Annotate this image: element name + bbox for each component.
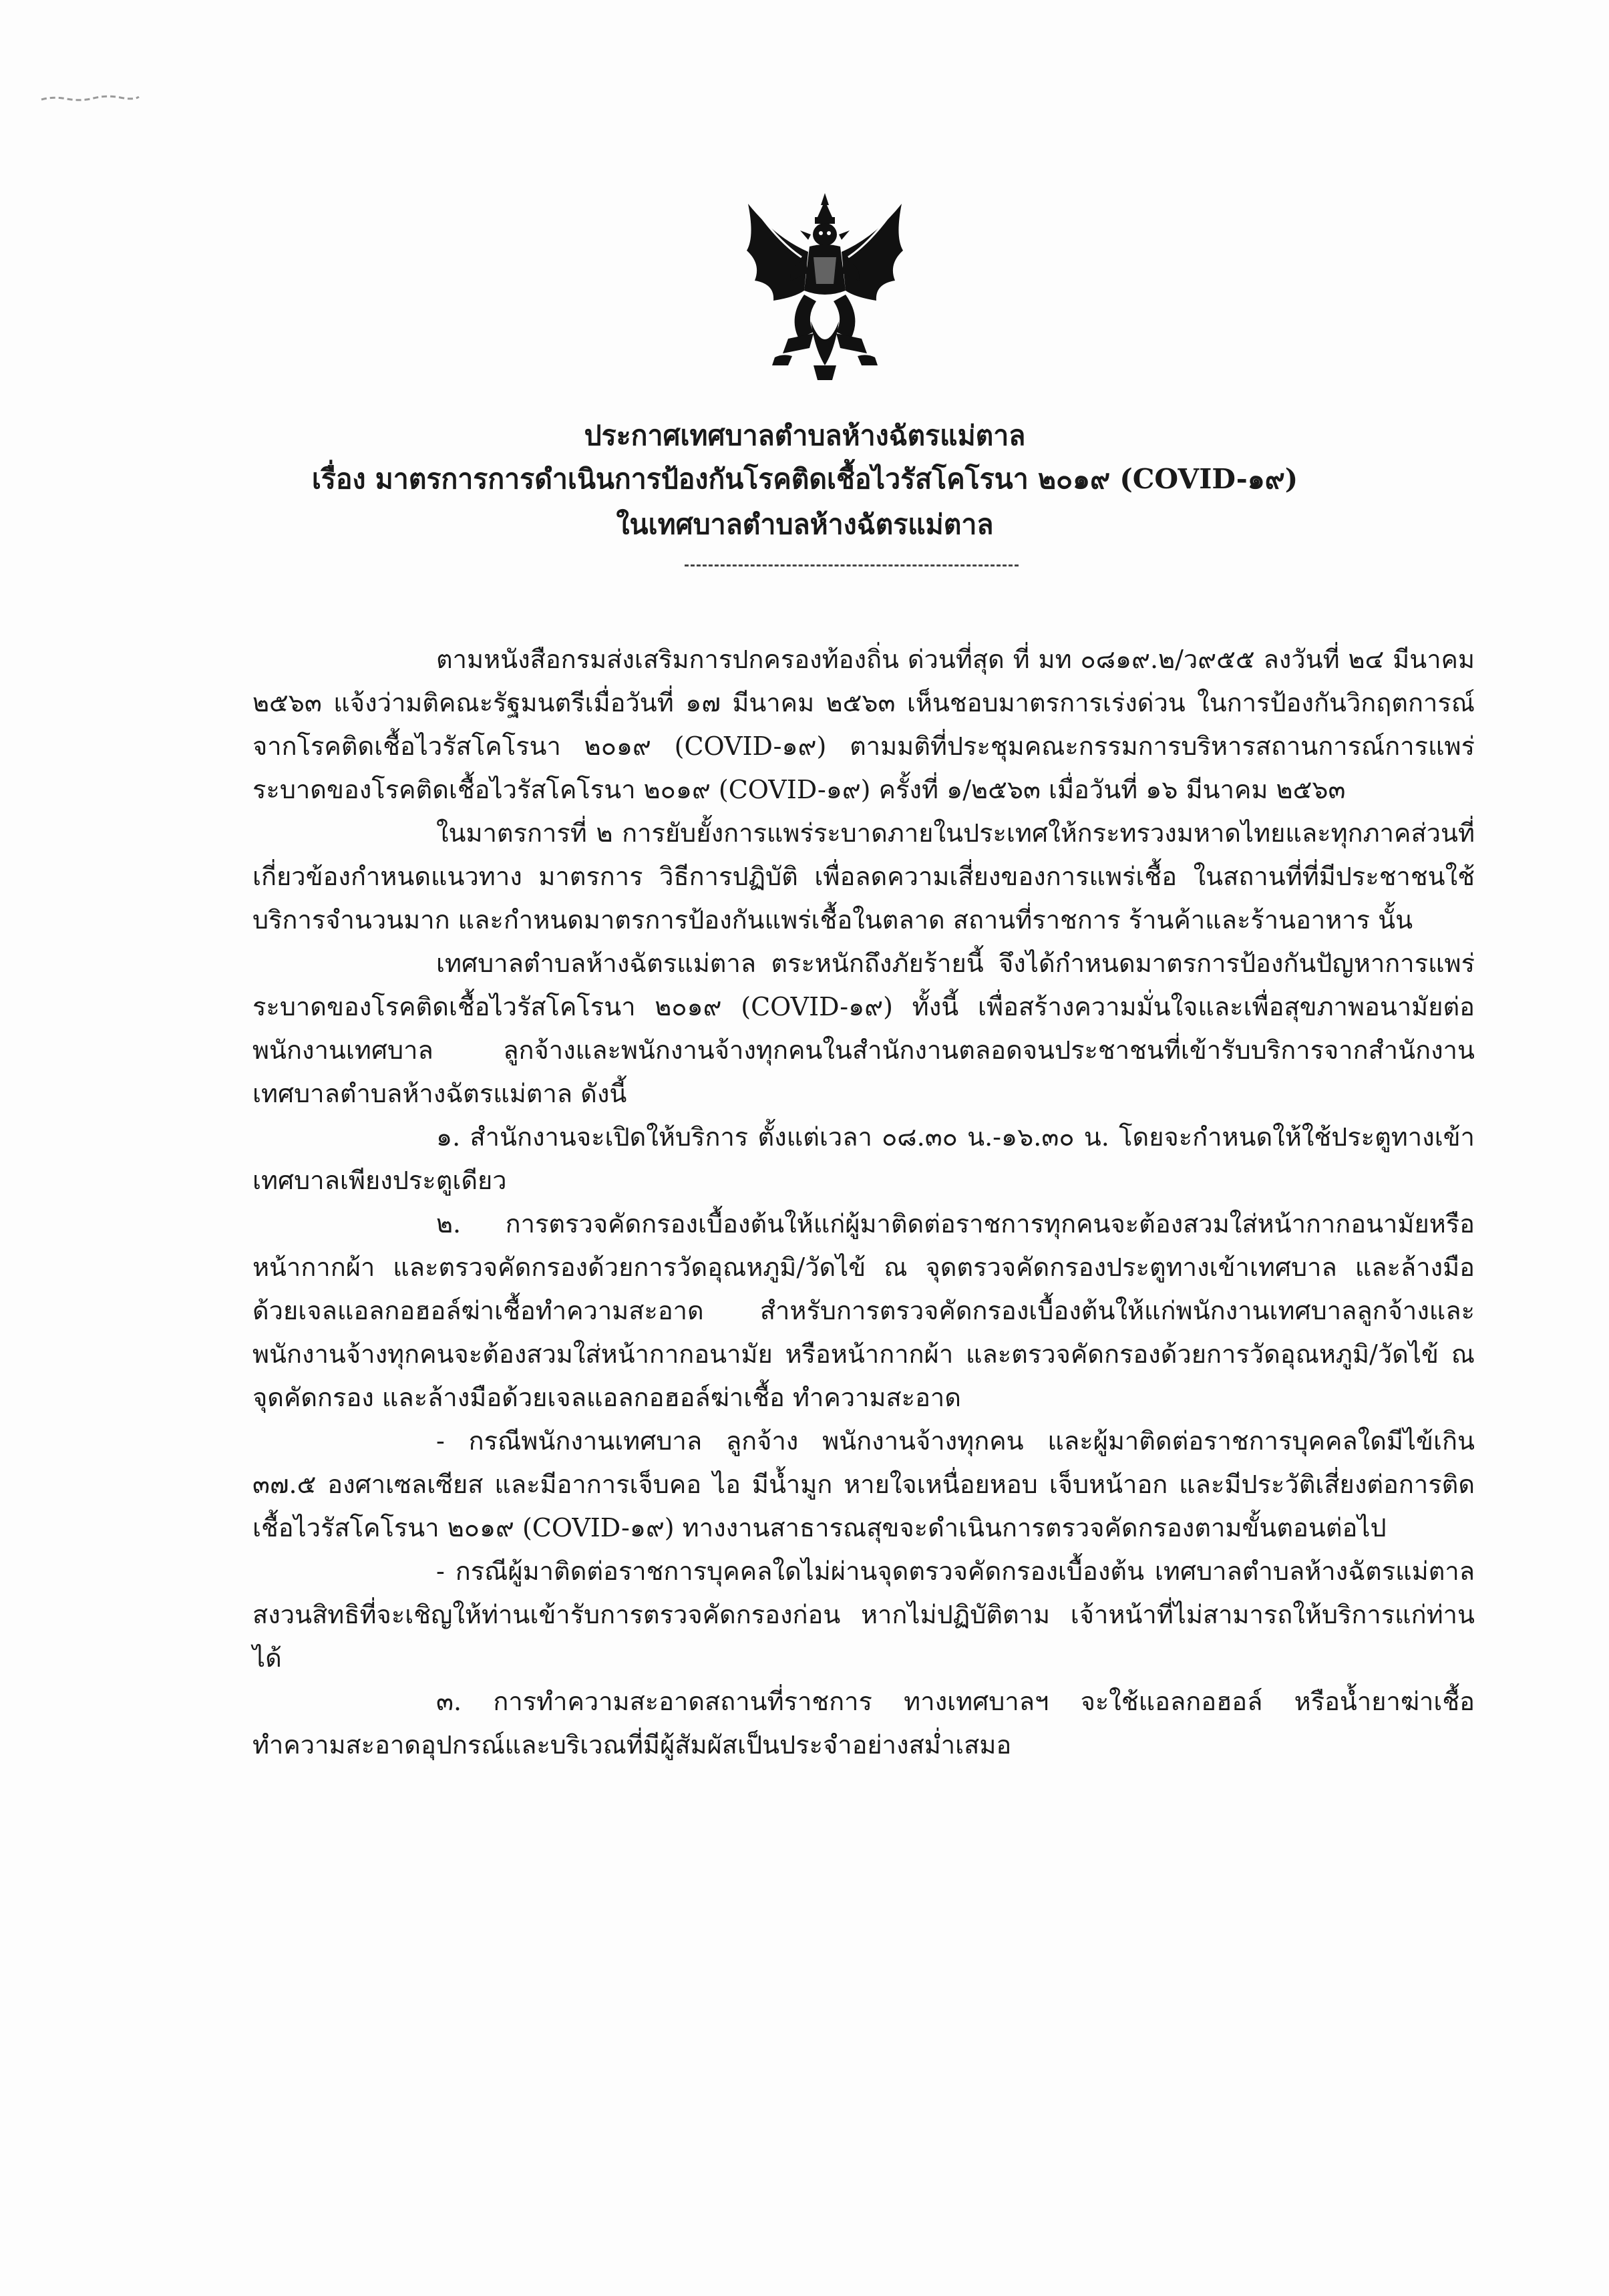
garuda-emblem-icon [735,190,915,384]
scan-artifact [40,94,140,103]
paragraph-municipality-measures: เทศบาลตำบลห้างฉัตรแม่ตาล ตระหนักถึงภัยร้ายนี้ จึงได้กำหนดมาตรการป้องกันปัญหาการแพร่ระบาดของโรคติดเชื้อไวรัสโคโรนา ๒๐๑๙ (COVID-๑๙) ทั้งนี้ เพื่อสร้างความมั่นใจและเพื่อสุขภาพอนามัยต่อพนักงานเทศบาล ลูกจ้างและพนักงานจ้างทุกคนในสำนักงานตลอดจนประชาชนที่เข้ารับบริการจากสำนักงานเทศบาลตำบลห้างฉัตรแม่ตาล ดังนี้ [252,949,1475,1108]
paragraph-reference: ตามหนังสือกรมส่งเสริมการปกครองท้องถิ่น ด่วนที่สุด ที่ มท ๐๘๑๙.๒/ว๙๕๕ ลงวันที่ ๒๔ มีนาคม ๒๕๖๓ แจ้งว่ามติคณะรัฐมนตรีเมื่อวันที่ ๑๗ มีนาคม ๒๕๖๓ เห็นชอบมาตรการเร่งด่วน ในการป้องกันวิกฤตการณ์จากโรคติดเชื้อไวรัสโคโรนา ๒๐๑๙ (COVID-๑๙) ตามมติที่ประชุมคณะกรรมการบริหารสถานการณ์การแพร่ระบาดของโรคติดเชื้อไวรัสโคโรนา ๒๐๑๙ (COVID-๑๙) ครั้งที่ ๑/๒๕๖๓ เมื่อวันที่ ๑๖ มีนาคม ๒๕๖๓ [252,645,1475,804]
clause-2-case-unscreened: - กรณีผู้มาติดต่อราชการบุคคลใดไม่ผ่านจุดตรวจคัดกรองเบื้องต้น เทศบาลตำบลห้างฉัตรแม่ตาล สงวนสิทธิที่จะเชิญให้ท่านเข้ารับการตรวจคัดกรองก่อน หากไม่ปฏิบัติตาม เจ้าหน้าที่ไม่สามารถให้บริการแก่ท่านได้ [252,1556,1475,1673]
paragraph-measure-2: ในมาตรการที่ ๒ การยับยั้งการแพร่ระบาดภายในประเทศให้กระทรวงมหาดไทยและทุกภาคส่วนที่เกี่ยวข้องกำหนดแนวทาง มาตรการ วิธีการปฏิบัติ เพื่อลดความเสี่ยงของการแพร่เชื้อ ในสถานที่ที่มีประชาชนใช้บริการจำนวนมาก และกำหนดมาตรการป้องกันแพร่เชื้อในตลาด สถานที่ราชการ ร้านค้าและร้านอาหาร นั้น [252,818,1475,935]
dashed-divider [685,564,1019,566]
clause-2-case-fever: - กรณีพนักงานเทศบาล ลูกจ้าง พนักงานจ้างทุกคน และผู้มาติดต่อราชการบุคคลใดมีไข้เกิน ๓๗.๕ องศาเซลเซียส และมีอาการเจ็บคอ ไอ มีน้ำมูก หายใจเหนื่อยหอบ เจ็บหน้าอก และมีประวัติเสี่ยงต่อการติดเชื้อไวรัสโคโรนา ๒๐๑๙ (COVID-๑๙) ทางงานสาธารณสุขจะดำเนินการตรวจคัดกรองตามขั้นตอนต่อไป [252,1426,1475,1542]
announcement-subject: เรื่อง มาตรการการดำเนินการป้องกันโรคติดเชื้อไวรัสโคโรนา ๒๐๑๙ (COVID-๑๙) [311,463,1298,495]
announcement-body [252,638,1475,1767]
announcement-location: ในเทศบาลตำบลห้างฉัตรแม่ตาล [616,508,994,540]
clause-3-cleaning: ๓. การทำความสะอาดสถานที่ราชการ ทางเทศบาลฯ จะใช้แอลกอฮอล์ หรือน้ำยาฆ่าเชื้อ ทำความสะอาดอุปกรณ์และบริเวณที่มีผู้สัมผัสเป็นประจำอย่างสม่ำเสมอ [252,1687,1475,1760]
clause-2-screening: ๒. การตรวจคัดกรองเบื้องต้นให้แก่ผู้มาติดต่อราชการทุกคนจะต้องสวมใส่หน้ากากอนามัยหรือหน้ากากผ้า และตรวจคัดกรองด้วยการวัดอุณหภูมิ/วัดไข้ ณ จุดตรวจคัดกรองประตูทางเข้าเทศบาล และล้างมือด้วยเจลแอลกอฮอล์ฆ่าเชื้อทำความสะอาด สำหรับการตรวจคัดกรองเบื้องต้นให้แก่พนักงานเทศบาลลูกจ้างและพนักงานจ้างทุกคนจะต้องสวมใส่หน้ากากอนามัย หรือหน้ากากผ้า และตรวจคัดกรองด้วยการวัดอุณหภูมิ/วัดไข้ ณ จุดคัดกรอง และล้างมือด้วยเจลแอลกอฮอล์ฆ่าเชื้อ ทำความสะอาด [252,1209,1475,1412]
announcement-title: ประกาศเทศบาลตำบลห้างฉัตรแม่ตาล [584,420,1026,452]
clause-1-office-hours: ๑. สำนักงานจะเปิดให้บริการ ตั้งแต่เวลา ๐๘.๓๐ น.-๑๖.๓๐ น. โดยจะกำหนดให้ใช้ประตูทางเข้าเทศบาลเพียงประตูเดียว [252,1122,1475,1195]
